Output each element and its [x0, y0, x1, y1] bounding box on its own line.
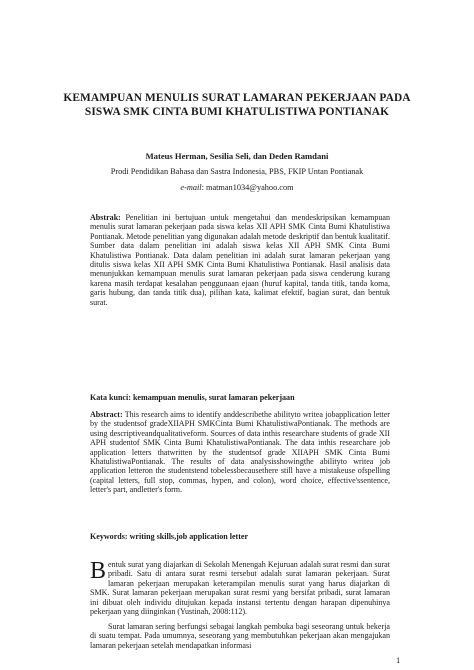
keywords-value: writing skills,job application letter	[129, 532, 249, 541]
affiliation: Prodi Pendidikan Bahasa dan Sastra Indonesia, PBS, FKIP Untan Pontianak	[110, 167, 364, 176]
body-paragraph-1-text: entuk surat yang diajarkan di Sekolah Menengah Kejuruan adalah surat resmi dan surat pribadi. Satu di antara surat resmi tersebut adalah surat lamaran pekerjaan. Surat lamaran pekerjaan merupakan keterampilan menulis surat yang harus diajarkan di SMK. Surat lamaran pekerjaan merupakan surat resmi yang bersifat pribadi, surat lamaran ini dibuat oleh individu ditujukan kepada instansi tertentu dengan harapan dipenuhinya pekerjaan yang diinginkan (Yustinah, 2008:112).	[90, 560, 390, 617]
email-address: matman1034@yahoo.com	[205, 183, 294, 192]
body-paragraph-2	[90, 622, 390, 650]
abstrak-label: Abstrak:	[90, 213, 121, 222]
email-line	[40, 183, 434, 193]
keywords-label: Keywords:	[90, 532, 128, 541]
email-label: e-mail	[180, 183, 202, 192]
keywords-line	[90, 532, 390, 541]
abstract-label: Abstract:	[90, 410, 123, 419]
paper-title: KEMAMPUAN MENULIS SURAT LAMARAN PEKERJAAN PADA SISWA SMK CINTA BUMI KHATULISTIWA PONTIANAK	[63, 92, 411, 119]
abstrak-paragraph	[90, 213, 390, 307]
body-paragraph-1	[90, 560, 390, 616]
drop-cap: B	[90, 558, 107, 584]
email-colon: :	[201, 183, 206, 192]
abstract-paragraph	[90, 410, 390, 495]
author-list: Mateus Herman, Sesilia Seli, dan Deden Ramdani	[145, 151, 329, 161]
kata-kunci-label: Kata kunci:	[90, 393, 131, 402]
abstract-text: This research aims to identify anddescribethe abilityto writea jobapplication letter by the studentsof gradeXIIAPH SMKCinta Bumi KhatulistiwaPontianak. The methods are using descriptiveandqualitativeform. Sources of data inthis researchare students of grade XII APH studentof SMK Cinta Bumi KhatulistiwaPontianak. The data inthis researchare job application letters thatwritten by the studentsof grade XIIAPH SMK Cinta Bumi KhatulistiwaPontianak. The results of data analysisshowingthe abilityto writea job application letteron the studentstend tobelessbecausethere still have a mistakeuse ofspelling (capital letters, full stop, commas, hypen, and colon), word choice, effective'ssentence, letter's part, andletter's form.	[90, 410, 390, 495]
kata-kunci-line	[90, 393, 390, 402]
body-paragraph-2-text: Surat lamaran sering berfungsi sebagai langkah pembuka bagi seseorang untuk bekerja di suatu tempat. Pada umumnya, seseorang yang membutuhkan pekerjaan akan mengajukan lamaran pekerjaan setelah mendapatkan informasi	[90, 622, 390, 650]
page-number: 1	[396, 655, 401, 665]
abstrak-text: Penelitian ini bertujuan untuk mengetahui dan mendeskripsikan kemampuan menulis surat lamaran pekerjaan pada siswa kelas XII APH SMK Cinta Bumi Khatulistiwa Pontianak. Metode penelitian yang digunakan adalah metode deskriptif dan bentuk kualitatif. Sumber data dalam penelitian ini adalah siswa kelas XII APH SMK Cinta Bumi Khatulistiwa Pontianak. Data dalam penelitian ini adalah surat lamaran pekerjaan yang ditulis siswa kelas XII APH SMK Cinta Bumi Khatulistiwa Pontianak. Hasil analisis data menunjukkan kemampuan menulis surat lamaran pekerjaan pada siswa cenderung kurang karena masih terdapat kesalahan penggunaan ejaan (huruf kapital, tanda titik, tanda koma, garis hubung, dan tanda titik dua), pilihan kata, kalimat efektif, bagian surat, dan bentuk surat.	[90, 213, 390, 307]
kata-kunci-value: kemampuan menulis, surat lamaran pekerjaan	[132, 393, 295, 402]
